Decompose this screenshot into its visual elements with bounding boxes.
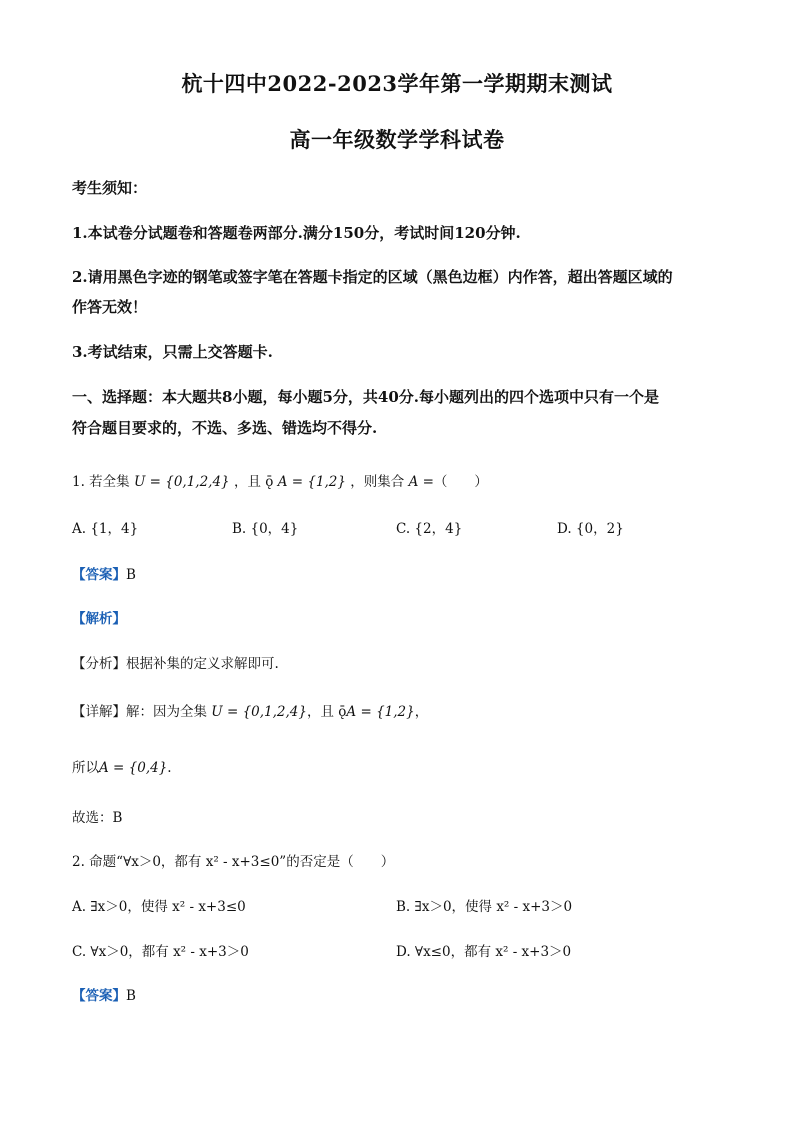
- notice-item-1: 1.本试卷分试题卷和答题卷两部分.满分150分，考试时间120分钟.: [72, 224, 521, 242]
- q2-option-b: B. ∃x＞0，使得 x² - x+3＞0: [396, 899, 573, 915]
- q1-detail: [72, 700, 428, 720]
- notice-item-3: 3.考试结束，只需上交答题卡.: [72, 343, 273, 361]
- section-heading-line-2: 符合题目要求的，不选、多选、错选均不得分.: [72, 419, 378, 437]
- q1-conclusion-end: .: [167, 760, 172, 776]
- section-heading-line-1: 一、选择题：本大题共8小题，每小题5分，共40分.每小题列出的四个选项中只有一个是: [72, 388, 659, 406]
- q1-stem-text: 1. 若全集: [72, 474, 130, 490]
- question-1-stem: [72, 470, 488, 490]
- q1-answer-value: B: [126, 567, 136, 583]
- answer-tag: 【答案】: [72, 567, 126, 583]
- q1-conclusion-text: 所以: [72, 760, 99, 776]
- q1-detail-text-2: ，且: [306, 704, 334, 720]
- q1-analysis: [72, 607, 126, 627]
- analysis-tag: 【解析】: [72, 611, 126, 627]
- q2-option-d: D. ∀x≤0，都有 x² - x+3＞0: [396, 944, 572, 960]
- q1-detail-universal-set: U = {0,1,2,4}: [211, 704, 307, 720]
- q1-result-set: A = {0,4}: [99, 760, 168, 776]
- q2-option-c: C. ∀x＞0，都有 x² - x+3＞0: [72, 944, 249, 960]
- q1-answer: [72, 563, 136, 583]
- q1-fenxi-text: 根据补集的定义求解即可.: [126, 656, 279, 672]
- q2-answer-value: B: [126, 988, 136, 1004]
- q1-option-a: A. {1，4}: [72, 521, 139, 537]
- complement-symbol: ǭ: [265, 474, 274, 490]
- notice-heading: 考生须知：: [72, 179, 148, 197]
- q1-universal-set: U = {0,1,2,4}: [133, 474, 230, 490]
- q1-fenxi: [72, 652, 279, 672]
- question-2-stem: 2. 命题“∀x＞0，都有 x² - x+3≤0”的否定是（ ）: [72, 854, 395, 870]
- q1-option-c: C. {2，4}: [396, 521, 463, 537]
- q1-detail-text-3: ，: [414, 704, 429, 720]
- q1-stem-text-3: ，则集合: [350, 474, 405, 490]
- exam-subtitle: 高一年级数学学科试卷: [289, 127, 505, 152]
- exam-title: 杭十四中2022-2023学年第一学期期末测试: [181, 71, 613, 96]
- answer-tag: 【答案】: [72, 988, 126, 1004]
- q2-option-a: A. ∃x＞0，使得 x² - x+3≤0: [72, 899, 246, 915]
- q1-choose: 故选：B: [72, 810, 123, 826]
- detail-tag: 【详解】: [72, 704, 126, 720]
- q1-detail-text: 解：因为全集: [126, 704, 207, 720]
- q1-conclusion: [72, 756, 172, 776]
- q1-stem-text-4: =（ ）: [422, 474, 488, 490]
- fenxi-tag: 【分析】: [72, 656, 126, 672]
- q1-complement-set: A = {1,2}: [277, 474, 346, 490]
- complement-symbol: ǭ: [338, 704, 347, 720]
- q1-stem-text-2: ，且: [233, 474, 261, 490]
- q1-option-b: B. {0，4}: [232, 521, 299, 537]
- notice-item-2-line-2: 作答无效！: [72, 298, 148, 316]
- q1-variable-a: A: [408, 474, 419, 490]
- notice-item-2-line-1: 2.请用黑色字迹的钢笔或签字笔在答题卡指定的区域（黑色边框）内作答，超出答题区域的: [72, 268, 673, 286]
- q2-answer: [72, 984, 136, 1004]
- q1-option-d: D. {0，2}: [557, 521, 624, 537]
- q1-detail-complement-set: A = {1,2}: [346, 704, 415, 720]
